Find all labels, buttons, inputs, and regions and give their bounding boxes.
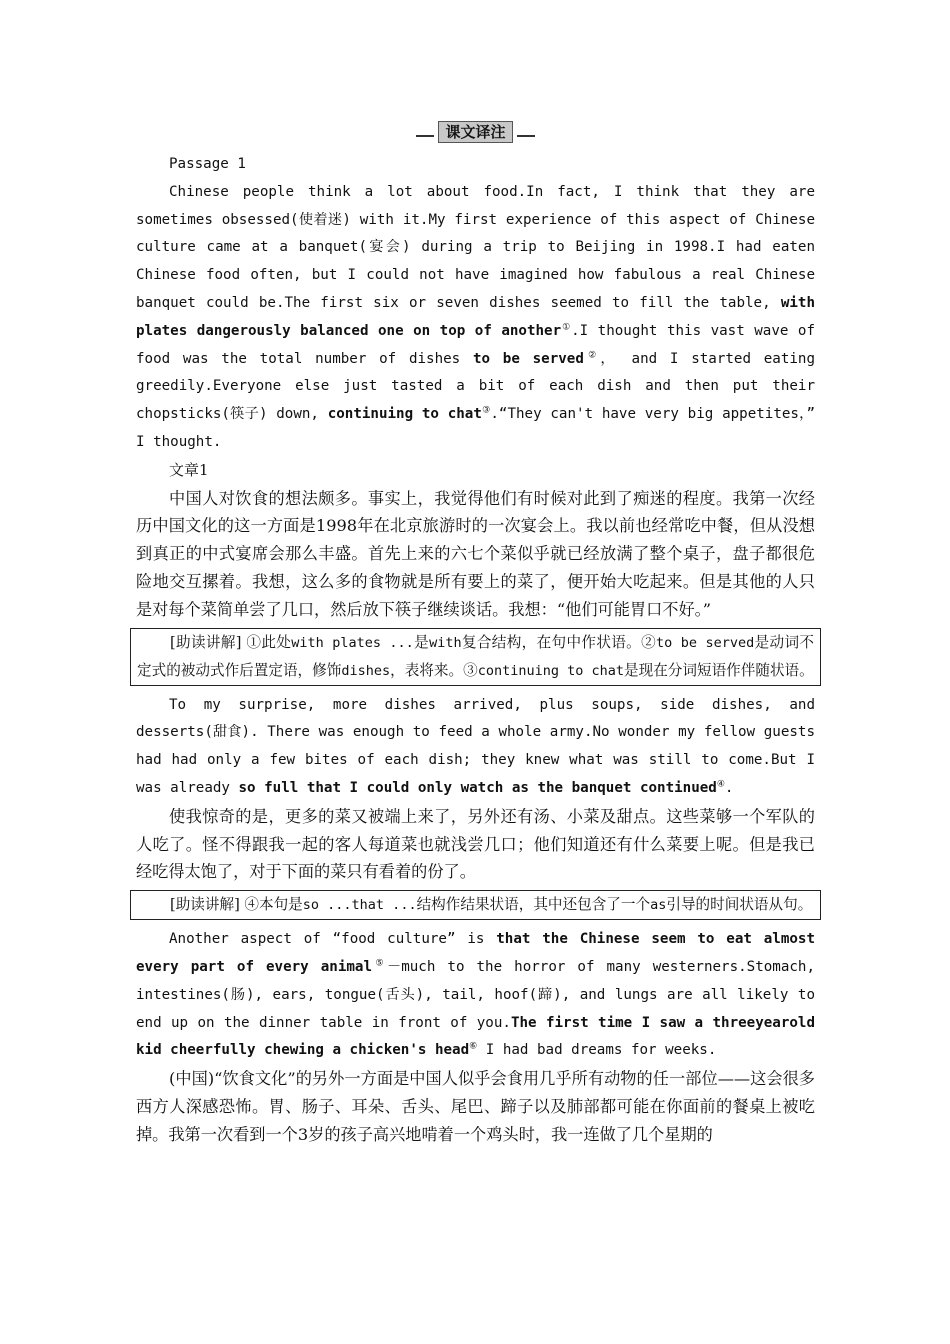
highlight-phrase: continuing to chat xyxy=(327,406,482,423)
note-text: 是动词不定式的被动式作后置定语，修饰 xyxy=(137,633,814,679)
text: To my surprise, more dishes arrived, plus soups, side dishes, and desserts(甜食). There was enough to feed a whole army.No wonder my fellow guests had had only a few bites of each dish; they knew what was still to come.But I was already xyxy=(136,696,815,796)
note-term: so ...that ... xyxy=(302,897,417,914)
note-text: [助读讲解] ①此处 xyxy=(170,633,292,651)
english-paragraph-3 xyxy=(136,926,815,1065)
note-term: as xyxy=(650,897,667,914)
header-line-left xyxy=(416,135,434,137)
text: Another aspect of “food culture” is xyxy=(169,931,497,948)
note-text: 复合结构，在句中作状语。② xyxy=(461,633,657,651)
note-text: 引导的时间状语从句。 xyxy=(666,896,813,914)
highlight-phrase: that the Chinese seem to eat almost every part of every animal xyxy=(136,931,815,975)
text: . xyxy=(724,779,734,796)
section-title: 课文译注 xyxy=(438,121,512,143)
passage-title: Passage 1 xyxy=(169,156,246,172)
text: Chinese people think a lot about food.In fact, I think that they are sometimes obsessed(使着迷) with it.My first experience of this aspect of Chinese culture came at a banquet(宴会) during a trip to Beijing in 1998.I had eaten Chinese food often, but I could not have imagined how fabulous a real Chinese banquet could be.The first six or seven dishes seemed to fill the table, xyxy=(136,183,815,311)
note-marker: ⑥ xyxy=(469,1041,478,1052)
note-term: with plates ... xyxy=(291,634,414,651)
note-term: with xyxy=(429,634,462,651)
note-marker: ④ xyxy=(716,779,725,790)
chinese-section-label: 文章1 xyxy=(169,460,209,479)
reading-note-1 xyxy=(130,628,821,686)
note-text: ，表将来。③ xyxy=(390,661,478,679)
note-text: [助读讲解] ④本句是 xyxy=(170,896,303,914)
note-term: to be served xyxy=(656,634,755,651)
chinese-paragraph-3: (中国)“饮食文化”的另外一方面是中国人似乎会食用几乎所有动物的任一部位——这会很多西方人深感恐怖。胃、肠子、耳朵、舌头、尾巴、蹄子以及肺部都可能在你面前的餐桌上被吃掉。我第一次看到一个3岁的孩子高兴地啃着一个鸡头时，我一连做了几个星期的 xyxy=(136,1069,815,1144)
text: I had bad dreams for weeks. xyxy=(477,1042,717,1059)
english-paragraph-2 xyxy=(136,692,815,803)
document-page xyxy=(136,120,815,1149)
note-text: 是现在分词短语作伴随状语。 xyxy=(624,661,814,679)
highlight-phrase: with plates dangerously balanced one on top of another xyxy=(136,294,815,339)
note-marker: ① xyxy=(561,322,572,333)
highlight-phrase: so full that I could only watch as the banquet continued xyxy=(238,779,717,796)
header-line-right xyxy=(517,135,535,137)
chinese-paragraph-1: 中国人对饮食的想法颇多。事实上，我觉得他们有时候对此到了痴迷的程度。我第一次经历中国文化的这一方面是1998年在北京旅游时的一次宴会上。我以前也经常吃中餐，但从没想到真正的中式宴席会那么丰盛。首先上来的六七个菜似乎就已经放满了整个桌子，盘子都很危险地交互摞着。我想，这么多的食物就是所有要上的菜了，便开始大吃起来。但是其他的人只是对每个菜简单尝了几口，然后放下筷子继续谈话。我想：“他们可能胃口不好。” xyxy=(136,488,815,619)
note-text: 结构作结果状语，其中还包含了一个 xyxy=(416,896,651,914)
text: .“They can't have very big appetites，” I thought. xyxy=(136,406,815,450)
note-marker: ⑤ xyxy=(372,958,388,969)
text: .I thought this vast wave of food was the total number of dishes xyxy=(136,322,815,367)
reading-note-2 xyxy=(130,890,821,920)
text: ， and I started eating greedily.Everyone else just tasted a bit of each dish and then put their chopsticks(筷子) down, xyxy=(136,350,816,423)
note-term: continuing to chat xyxy=(477,662,624,679)
english-paragraph-1 xyxy=(136,179,815,457)
section-header xyxy=(136,120,815,143)
note-text: 是 xyxy=(413,633,430,651)
highlight-phrase: to be served xyxy=(472,350,584,367)
note-marker: ③ xyxy=(481,405,491,416)
chinese-paragraph-2: 使我惊奇的是，更多的菜又被端上来了，另外还有汤、小菜及甜点。这些菜够一个军队的人吃了。怪不得跟我一起的客人每道菜也就浅尝几口；他们知道还有什么菜要上呢。但是我已经吃得太饱了，对于下面的菜只有看着的份了。 xyxy=(136,806,815,882)
text: －much to the horror of many westerners.Stomach, intestines(肠), ears, tongue(舌头), tail, hoof(蹄), and lungs are all likely to end up on the dinner table in front of you. xyxy=(136,958,815,1031)
highlight-phrase: The first time I saw a threeyearold kid cheerfully chewing a chicken's head xyxy=(136,1014,815,1059)
note-marker: ② xyxy=(583,349,601,360)
note-term: dishes xyxy=(341,662,391,679)
